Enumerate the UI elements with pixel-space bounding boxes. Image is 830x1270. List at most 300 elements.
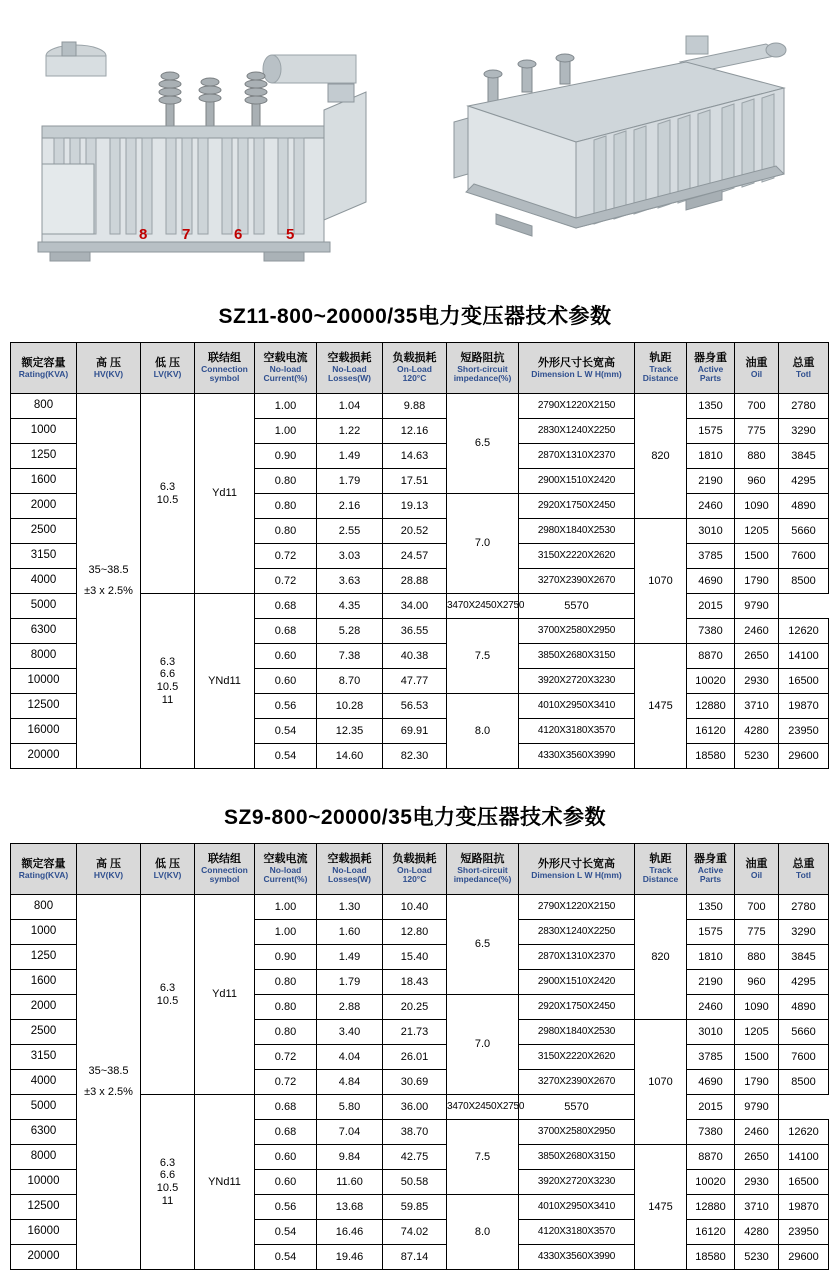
cell-oil: 960 (735, 970, 779, 995)
col-no-load-current (255, 343, 317, 394)
cell-lv-group-1 (141, 895, 195, 1095)
cell-oil: 2015 (687, 1095, 735, 1120)
col-impedance (447, 844, 519, 895)
cell-oil: 775 (735, 920, 779, 945)
col-total (779, 343, 829, 394)
cell-no-load-current: 0.60 (255, 644, 317, 669)
cell-dimension: 2920X1750X2450 (519, 494, 635, 519)
cell-active-parts: 1810 (687, 945, 735, 970)
cell-lv-group-2 (141, 594, 195, 769)
cell-no-load-loss: 1.79 (317, 469, 383, 494)
cell-rating: 800 (11, 895, 77, 920)
hv-line-2: ±3 x 2.5% (84, 585, 133, 597)
cell-no-load-loss: 12.35 (317, 719, 383, 744)
col-track-distance-en: Track Distance (642, 363, 679, 384)
cell-no-load-current: 0.72 (255, 544, 317, 569)
cell-dimension: 2870X1310X2370 (519, 444, 635, 469)
cell-on-load-loss: 12.80 (383, 920, 447, 945)
cell-rating: 20000 (11, 744, 77, 769)
cell-active-parts: 12880 (687, 1195, 735, 1220)
cell-active-parts: 7380 (687, 619, 735, 644)
table-row (11, 895, 829, 920)
cell-on-load-loss: 9.88 (383, 394, 447, 419)
cell-rating: 5000 (11, 594, 77, 619)
spec-table-sz11-wrap (0, 342, 830, 769)
cell-dimension: 2790X1220X2150 (519, 895, 635, 920)
cell-rating: 4000 (11, 569, 77, 594)
col-no-load-loss-en: No-Load Losses(W) (328, 363, 371, 384)
cell-no-load-current: 0.60 (255, 1170, 317, 1195)
col-impedance-en: Short-circuit impedance(%) (453, 363, 512, 384)
cell-track-group-1: 820 (635, 394, 687, 519)
col-track-distance (635, 844, 687, 895)
cell-track-group-1: 820 (635, 895, 687, 1020)
photo-callout-7: 7 (182, 226, 191, 243)
cell-total: 9790 (735, 1095, 779, 1120)
cell-no-load-current: 0.80 (255, 970, 317, 995)
cell-rating: 6300 (11, 619, 77, 644)
cell-on-load-loss: 59.85 (383, 1195, 447, 1220)
col-impedance-cn: 短路阻抗 (460, 853, 505, 866)
cell-no-load-loss: 16.46 (317, 1220, 383, 1245)
cell-rating: 3150 (11, 1045, 77, 1070)
cell-dimension: 3920X2720X3230 (519, 1170, 635, 1195)
cell-on-load-loss: 18.43 (383, 970, 447, 995)
cell-no-load-loss: 2.16 (317, 494, 383, 519)
cell-active-parts: 4690 (687, 1070, 735, 1095)
col-track-distance (635, 343, 687, 394)
cell-rating: 1000 (11, 920, 77, 945)
cell-no-load-loss: 1.22 (317, 419, 383, 444)
col-connection-cn: 联结组 (208, 853, 241, 866)
cell-no-load-current: 0.68 (255, 1095, 317, 1120)
cell-oil: 3710 (735, 1195, 779, 1220)
cell-rating: 10000 (11, 669, 77, 694)
section-title-sz9: SZ9-800~20000/35电力变压器技术参数 (224, 806, 606, 829)
col-no-load-current (255, 844, 317, 895)
cell-on-load-loss: 21.73 (383, 1020, 447, 1045)
cell-no-load-current: 0.72 (255, 569, 317, 594)
cell-rating: 12500 (11, 694, 77, 719)
cell-total: 8500 (779, 569, 829, 594)
cell-active-parts: 3010 (687, 519, 735, 544)
cell-no-load-loss: 2.88 (317, 995, 383, 1020)
cell-rating: 8000 (11, 1145, 77, 1170)
cell-oil: 1205 (735, 519, 779, 544)
section-title-sz11: SZ11-800~20000/35电力变压器技术参数 (218, 305, 612, 328)
col-no-load-loss (317, 844, 383, 895)
col-total-cn: 总重 (792, 858, 815, 870)
col-on-load-loss-cn: 负载损耗 (392, 352, 437, 365)
col-hv-cn: 高 压 (95, 858, 122, 870)
cell-on-load-loss: 56.53 (383, 694, 447, 719)
col-dimension-cn: 外形尺寸长宽高 (538, 357, 615, 369)
col-track-distance-en: Track Distance (642, 864, 679, 885)
cell-no-load-loss: 1.49 (317, 945, 383, 970)
transformer-photo-angled (436, 14, 816, 284)
cell-rating: 1250 (11, 945, 77, 970)
cell-dimension: 2790X1220X2150 (519, 394, 635, 419)
cell-impedance-group-3: 7.5 (447, 1120, 519, 1195)
cell-oil: 700 (735, 394, 779, 419)
cell-no-load-loss: 1.49 (317, 444, 383, 469)
cell-rating: 6300 (11, 1120, 77, 1145)
col-connection-en: Connection symbol (201, 864, 248, 885)
cell-rating: 1000 (11, 419, 77, 444)
col-lv-cn: 低 压 (154, 858, 181, 870)
col-on-load-loss (383, 844, 447, 895)
cell-active-parts: 1350 (687, 394, 735, 419)
cell-rating: 10000 (11, 1170, 77, 1195)
col-impedance (447, 343, 519, 394)
cell-on-load-loss: 38.70 (383, 1120, 447, 1145)
col-rating (11, 343, 77, 394)
col-dimension-cn: 外形尺寸长宽高 (538, 858, 615, 870)
cell-impedance-group-3: 7.5 (447, 619, 519, 694)
cell-no-load-loss: 8.70 (317, 669, 383, 694)
cell-rating: 12500 (11, 1195, 77, 1220)
cell-total: 16500 (779, 1170, 829, 1195)
cell-oil: 1500 (735, 544, 779, 569)
col-no-load-current-en: No-load Current(%) (263, 864, 308, 885)
cell-total: 8500 (779, 1070, 829, 1095)
cell-oil: 2015 (687, 594, 735, 619)
cell-no-load-loss: 3.63 (317, 569, 383, 594)
col-dimension-en: Dimension L W H(mm) (531, 368, 622, 379)
cell-no-load-loss: 7.38 (317, 644, 383, 669)
cell-rating: 2500 (11, 1020, 77, 1045)
cell-no-load-loss: 3.40 (317, 1020, 383, 1045)
cell-lv-group-1 (141, 394, 195, 594)
cell-oil: 1205 (735, 1020, 779, 1045)
cell-total: 19870 (779, 1195, 829, 1220)
cell-no-load-current: 0.80 (255, 494, 317, 519)
cell-dimension: 3270X2390X2670 (519, 569, 635, 594)
cell-connection-group-1: Yd11 (195, 394, 255, 594)
cell-impedance-group-4: 8.0 (447, 1195, 519, 1270)
photo-callout-5: 5 (286, 226, 295, 243)
lv-value: 6.3 (159, 655, 176, 668)
cell-oil: 880 (735, 945, 779, 970)
cell-oil: 2930 (735, 1170, 779, 1195)
cell-no-load-current: 1.00 (255, 895, 317, 920)
col-on-load-loss-en: On-Load 120°C (397, 363, 432, 384)
cell-impedance-group-4: 8.0 (447, 694, 519, 769)
cell-oil: 2460 (735, 1120, 779, 1145)
cell-active-parts: 1575 (687, 920, 735, 945)
cell-dimension: 3850X2680X3150 (519, 1145, 635, 1170)
cell-active-parts: 18580 (687, 1245, 735, 1270)
col-on-load-loss-cn: 负载损耗 (392, 853, 437, 866)
cell-on-load-loss: 17.51 (383, 469, 447, 494)
cell-dimension: 2870X1310X2370 (519, 945, 635, 970)
cell-total: 29600 (779, 1245, 829, 1270)
cell-on-load-loss: 20.52 (383, 519, 447, 544)
hv-line-1: 35~38.5 (88, 564, 129, 577)
cell-active-parts: 18580 (687, 744, 735, 769)
col-oil (735, 844, 779, 895)
cell-oil: 2460 (735, 619, 779, 644)
cell-dimension: 3270X2390X2670 (519, 1070, 635, 1095)
cell-total: 12620 (779, 1120, 829, 1145)
cell-oil: 1790 (735, 569, 779, 594)
cell-on-load-loss: 24.57 (383, 544, 447, 569)
cell-total: 29600 (779, 744, 829, 769)
cell-active-parts: 3785 (687, 544, 735, 569)
lv-value: 6.3 (159, 1156, 176, 1169)
cell-total: 7600 (779, 1045, 829, 1070)
col-rating (11, 844, 77, 895)
cell-rating: 4000 (11, 1070, 77, 1095)
cell-oil: 4280 (735, 719, 779, 744)
cell-total: 4890 (779, 995, 829, 1020)
cell-track-group-2: 1070 (635, 519, 687, 644)
cell-on-load-loss: 36.00 (383, 1095, 447, 1120)
cell-oil: 1790 (735, 1070, 779, 1095)
cell-active-parts: 2190 (687, 970, 735, 995)
cell-dimension: 2980X1840X2530 (519, 519, 635, 544)
cell-oil: 5230 (735, 744, 779, 769)
col-oil-cn: 油重 (745, 357, 768, 369)
cell-no-load-current: 0.80 (255, 519, 317, 544)
col-total (779, 844, 829, 895)
lv-value: 11 (161, 1194, 174, 1207)
cell-no-load-current: 0.80 (255, 1020, 317, 1045)
cell-active-parts: 10020 (687, 1170, 735, 1195)
cell-no-load-current: 0.68 (255, 594, 317, 619)
col-no-load-current-cn: 空载电流 (263, 352, 308, 365)
cell-dimension: 4330X3560X3990 (519, 744, 635, 769)
cell-rating: 16000 (11, 719, 77, 744)
col-no-load-loss-cn: 空载损耗 (327, 352, 372, 365)
spec-table-sz11 (10, 342, 829, 769)
cell-active-parts: 4690 (687, 569, 735, 594)
cell-dimension: 3850X2680X3150 (519, 644, 635, 669)
lv-value: 10.5 (156, 1182, 179, 1194)
cell-no-load-loss: 14.60 (317, 744, 383, 769)
cell-no-load-current: 0.54 (255, 744, 317, 769)
photo-callout-8: 8 (139, 226, 148, 243)
col-connection (195, 844, 255, 895)
cell-no-load-loss: 4.84 (317, 1070, 383, 1095)
cell-no-load-current: 0.56 (255, 1195, 317, 1220)
col-track-distance-cn: 轨距 (649, 352, 672, 365)
cell-no-load-loss: 1.30 (317, 895, 383, 920)
cell-total: 4295 (779, 970, 829, 995)
cell-active-parts: 1575 (687, 419, 735, 444)
cell-oil: 700 (735, 895, 779, 920)
col-active-parts-cn: 器身重 (694, 853, 727, 866)
cell-no-load-current: 0.54 (255, 1220, 317, 1245)
cell-connection-group-2: YNd11 (195, 594, 255, 769)
cell-total: 4295 (779, 469, 829, 494)
spec-table-sz9 (10, 843, 829, 1270)
cell-rating: 2500 (11, 519, 77, 544)
col-on-load-loss-en: On-Load 120°C (397, 864, 432, 885)
cell-dimension: 4120X3180X3570 (519, 1220, 635, 1245)
cell-active-parts: 3010 (687, 1020, 735, 1045)
cell-rating: 20000 (11, 1245, 77, 1270)
transformer-photo-front (14, 14, 414, 284)
cell-total: 14100 (779, 1145, 829, 1170)
cell-oil: 960 (735, 469, 779, 494)
col-connection-en: Connection symbol (201, 363, 248, 384)
table-header-row (11, 844, 829, 895)
cell-hv (77, 895, 141, 1270)
col-active-parts-en: Active Parts (697, 363, 724, 384)
cell-dimension: 4120X3180X3570 (519, 719, 635, 744)
cell-no-load-loss: 11.60 (317, 1170, 383, 1195)
cell-total: 5660 (779, 519, 829, 544)
cell-total: 3290 (779, 419, 829, 444)
hv-line-2: ±3 x 2.5% (84, 1086, 133, 1098)
cell-active-parts: 12880 (687, 694, 735, 719)
col-track-distance-cn: 轨距 (649, 853, 672, 866)
cell-impedance-group-2: 7.0 (447, 494, 519, 594)
col-hv (77, 343, 141, 394)
cell-impedance-group-2: 7.0 (447, 995, 519, 1095)
cell-dimension: 2830X1240X2250 (519, 920, 635, 945)
cell-total: 2780 (779, 895, 829, 920)
cell-rating: 2000 (11, 494, 77, 519)
cell-dimension: 3700X2580X2950 (519, 619, 635, 644)
cell-active-parts: 2460 (687, 995, 735, 1020)
cell-active-parts: 5570 (519, 1095, 635, 1120)
cell-no-load-current: 0.80 (255, 995, 317, 1020)
cell-rating: 3150 (11, 544, 77, 569)
col-connection (195, 343, 255, 394)
col-rating-en: Rating(KVA) (18, 869, 69, 880)
col-oil-en: Oil (750, 368, 763, 379)
cell-total: 5660 (779, 1020, 829, 1045)
col-hv-en: HV(KV) (93, 368, 124, 379)
lv-value: 6.6 (159, 668, 176, 681)
cell-active-parts: 7380 (687, 1120, 735, 1145)
cell-no-load-loss: 1.60 (317, 920, 383, 945)
cell-no-load-loss: 19.46 (317, 1245, 383, 1270)
col-total-en: Totl (796, 368, 811, 379)
cell-no-load-loss: 2.55 (317, 519, 383, 544)
cell-dimension: 4010X2950X3410 (519, 694, 635, 719)
cell-on-load-loss: 47.77 (383, 669, 447, 694)
cell-dimension: 3470X2450X2750 (447, 594, 519, 619)
lv-value: 11 (161, 693, 174, 706)
table-header-row (11, 343, 829, 394)
cell-oil: 1500 (735, 1045, 779, 1070)
col-lv-cn: 低 压 (154, 357, 181, 369)
lv-value: 6.3 (159, 981, 176, 994)
cell-no-load-loss: 5.28 (317, 619, 383, 644)
product-photo-row (0, 0, 830, 284)
cell-on-load-loss: 34.00 (383, 594, 447, 619)
cell-active-parts: 10020 (687, 669, 735, 694)
col-hv-cn: 高 压 (95, 357, 122, 369)
cell-on-load-loss: 69.91 (383, 719, 447, 744)
cell-no-load-current: 0.68 (255, 619, 317, 644)
col-connection-cn: 联结组 (208, 352, 241, 365)
cell-dimension: 2900X1510X2420 (519, 469, 635, 494)
spec-table-sz9-wrap (0, 843, 830, 1270)
cell-on-load-loss: 20.25 (383, 995, 447, 1020)
col-rating-cn: 额定容量 (21, 858, 66, 870)
cell-oil: 3710 (735, 694, 779, 719)
cell-on-load-loss: 10.40 (383, 895, 447, 920)
cell-no-load-current: 0.68 (255, 1120, 317, 1145)
col-dimension-en: Dimension L W H(mm) (531, 869, 622, 880)
lv-value: 10.5 (156, 493, 179, 506)
cell-rating: 5000 (11, 1095, 77, 1120)
col-active-parts-cn: 器身重 (694, 352, 727, 365)
cell-total: 3845 (779, 945, 829, 970)
cell-no-load-loss: 7.04 (317, 1120, 383, 1145)
cell-on-load-loss: 30.69 (383, 1070, 447, 1095)
cell-no-load-loss: 9.84 (317, 1145, 383, 1170)
cell-dimension: 2900X1510X2420 (519, 970, 635, 995)
cell-total: 12620 (779, 619, 829, 644)
col-on-load-loss (383, 343, 447, 394)
cell-no-load-current: 0.56 (255, 694, 317, 719)
cell-on-load-loss: 12.16 (383, 419, 447, 444)
table-row (11, 394, 829, 419)
cell-active-parts: 3785 (687, 1045, 735, 1070)
cell-dimension: 3920X2720X3230 (519, 669, 635, 694)
cell-no-load-current: 0.54 (255, 719, 317, 744)
col-lv-en: LV(KV) (153, 869, 182, 880)
photo-callout-6: 6 (234, 226, 243, 243)
col-lv (141, 343, 195, 394)
col-impedance-en: Short-circuit impedance(%) (453, 864, 512, 885)
cell-no-load-current: 0.60 (255, 1145, 317, 1170)
cell-no-load-current: 1.00 (255, 419, 317, 444)
cell-total: 7600 (779, 544, 829, 569)
cell-on-load-loss: 36.55 (383, 619, 447, 644)
cell-active-parts: 1350 (687, 895, 735, 920)
cell-impedance-group-1: 6.5 (447, 895, 519, 995)
cell-dimension: 4330X3560X3990 (519, 1245, 635, 1270)
cell-total: 16500 (779, 669, 829, 694)
cell-rating: 1600 (11, 970, 77, 995)
cell-dimension: 3470X2450X2750 (447, 1095, 519, 1120)
col-active-parts-en: Active Parts (697, 864, 724, 885)
cell-no-load-current: 0.60 (255, 669, 317, 694)
cell-rating: 16000 (11, 1220, 77, 1245)
cell-oil: 1090 (735, 494, 779, 519)
cell-no-load-loss: 1.79 (317, 970, 383, 995)
col-no-load-current-en: No-load Current(%) (263, 363, 308, 384)
cell-rating: 800 (11, 394, 77, 419)
cell-dimension: 3150X2220X2620 (519, 1045, 635, 1070)
cell-total: 23950 (779, 1220, 829, 1245)
cell-dimension: 2920X1750X2450 (519, 995, 635, 1020)
cell-oil: 880 (735, 444, 779, 469)
cell-on-load-loss: 87.14 (383, 1245, 447, 1270)
cell-track-group-2: 1070 (635, 1020, 687, 1145)
cell-no-load-current: 1.00 (255, 920, 317, 945)
cell-no-load-current: 0.80 (255, 469, 317, 494)
cell-on-load-loss: 14.63 (383, 444, 447, 469)
cell-no-load-loss: 10.28 (317, 694, 383, 719)
cell-on-load-loss: 28.88 (383, 569, 447, 594)
cell-no-load-current: 0.54 (255, 1245, 317, 1270)
cell-no-load-loss: 5.80 (317, 1095, 383, 1120)
cell-rating: 8000 (11, 644, 77, 669)
cell-connection-group-1: Yd11 (195, 895, 255, 1095)
col-oil-cn: 油重 (745, 858, 768, 870)
cell-no-load-loss: 13.68 (317, 1195, 383, 1220)
col-active-parts (687, 343, 735, 394)
cell-active-parts: 8870 (687, 1145, 735, 1170)
transformer-illustration-angled (436, 14, 816, 284)
